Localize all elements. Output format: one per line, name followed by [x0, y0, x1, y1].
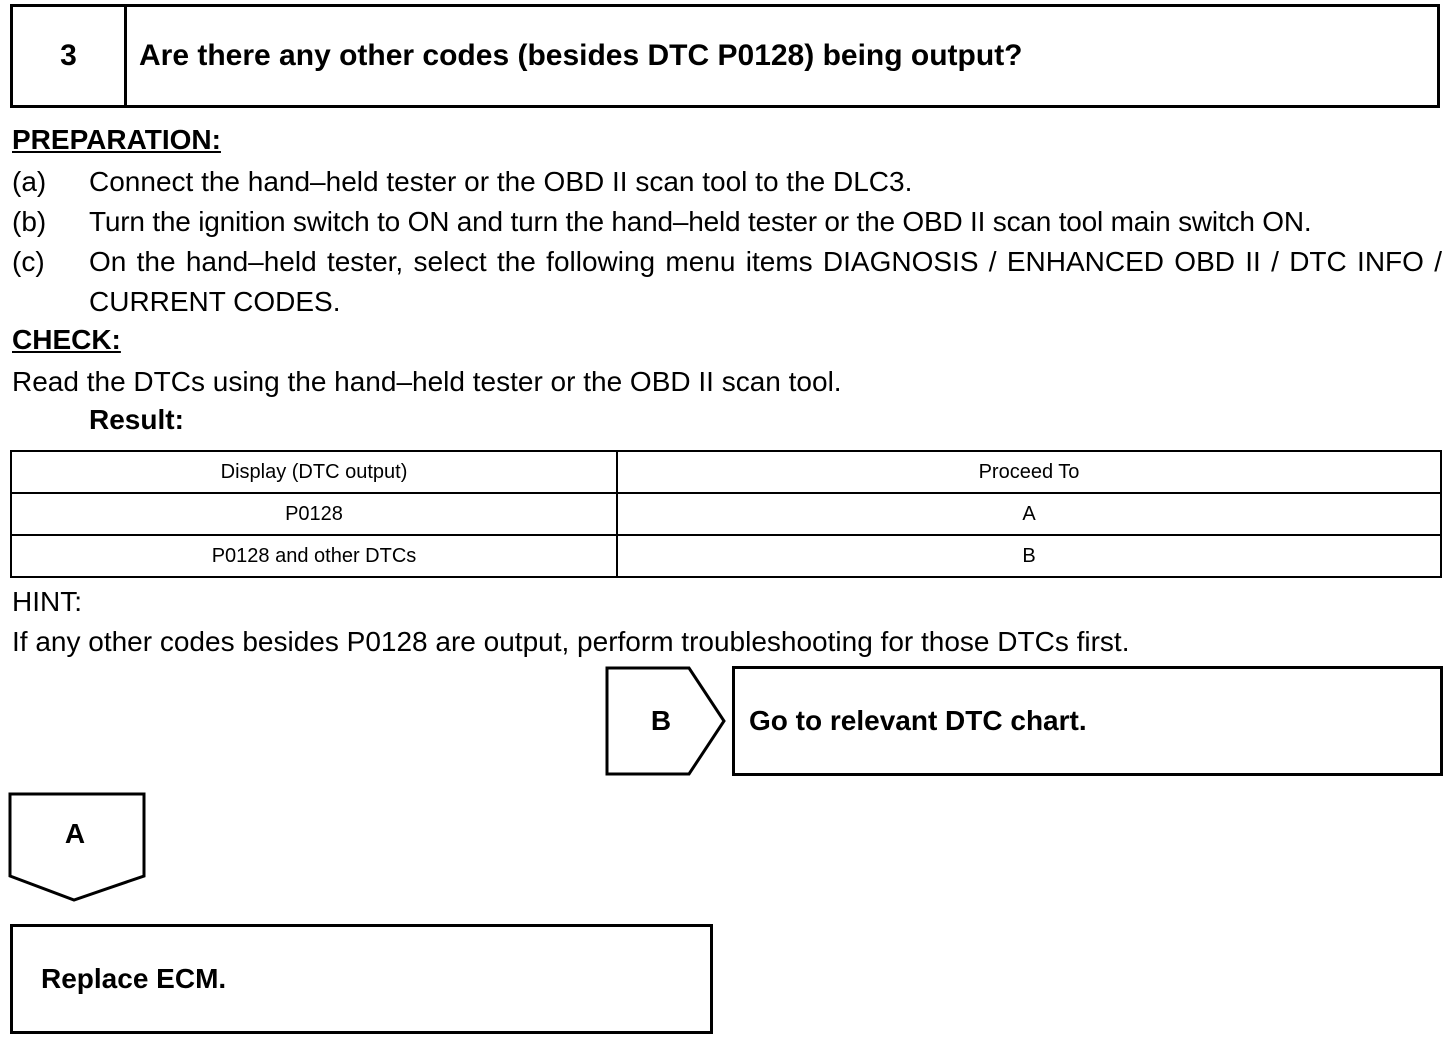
- item-letter: (a): [12, 166, 47, 197]
- table-header-row: [11, 451, 1441, 493]
- branch-b-label: B: [650, 705, 672, 736]
- item-text: On the hand–held tester, select the following menu items DIAGNOSIS / ENHANCED OBD II / DTC INFO / CURRENT CODES.: [89, 246, 1442, 317]
- item-text: Connect the hand–held tester or the OBD II scan tool to the DLC3.: [89, 166, 913, 197]
- item-letter: (b): [12, 206, 47, 237]
- result-table: [10, 450, 1442, 578]
- branch-a-label: A: [64, 818, 86, 849]
- table-header: Proceed To: [617, 451, 1441, 493]
- step-question: Are there any other codes (besides DTC P0128) being output?: [139, 39, 1023, 72]
- item-text: Turn the ignition switch to ON and turn the hand–held tester or the OBD II scan tool main switch ON.: [89, 206, 1312, 237]
- branch-b-action: Go to relevant DTC chart.: [749, 705, 1087, 736]
- table-cell: P0128 and other DTCs: [11, 535, 617, 577]
- table-cell: A: [617, 493, 1441, 535]
- preparation-item: [12, 242, 1442, 322]
- hint-label: HINT:: [12, 586, 82, 617]
- table-row: [11, 493, 1441, 535]
- preparation-item: [12, 202, 1454, 242]
- table-row: [11, 535, 1441, 577]
- preparation-heading: PREPARATION:: [12, 124, 221, 155]
- check-text: Read the DTCs using the hand–held tester or the OBD II scan tool.: [12, 366, 842, 397]
- result-label: Result:: [89, 404, 184, 435]
- hint-text: If any other codes besides P0128 are output, perform troubleshooting for those DTCs first.: [12, 626, 1130, 657]
- branch-a-action-box: [10, 924, 713, 1034]
- step-header: [10, 4, 1440, 108]
- branch-b-action-box: [732, 666, 1443, 776]
- preparation-item: [12, 162, 1442, 202]
- table-cell: B: [617, 535, 1441, 577]
- table-cell: P0128: [11, 493, 617, 535]
- check-heading: CHECK:: [12, 324, 121, 355]
- branch-a-action: Replace ECM.: [41, 963, 227, 994]
- item-letter: (c): [12, 246, 45, 277]
- step-number: 3: [13, 7, 127, 105]
- table-header: Display (DTC output): [11, 451, 617, 493]
